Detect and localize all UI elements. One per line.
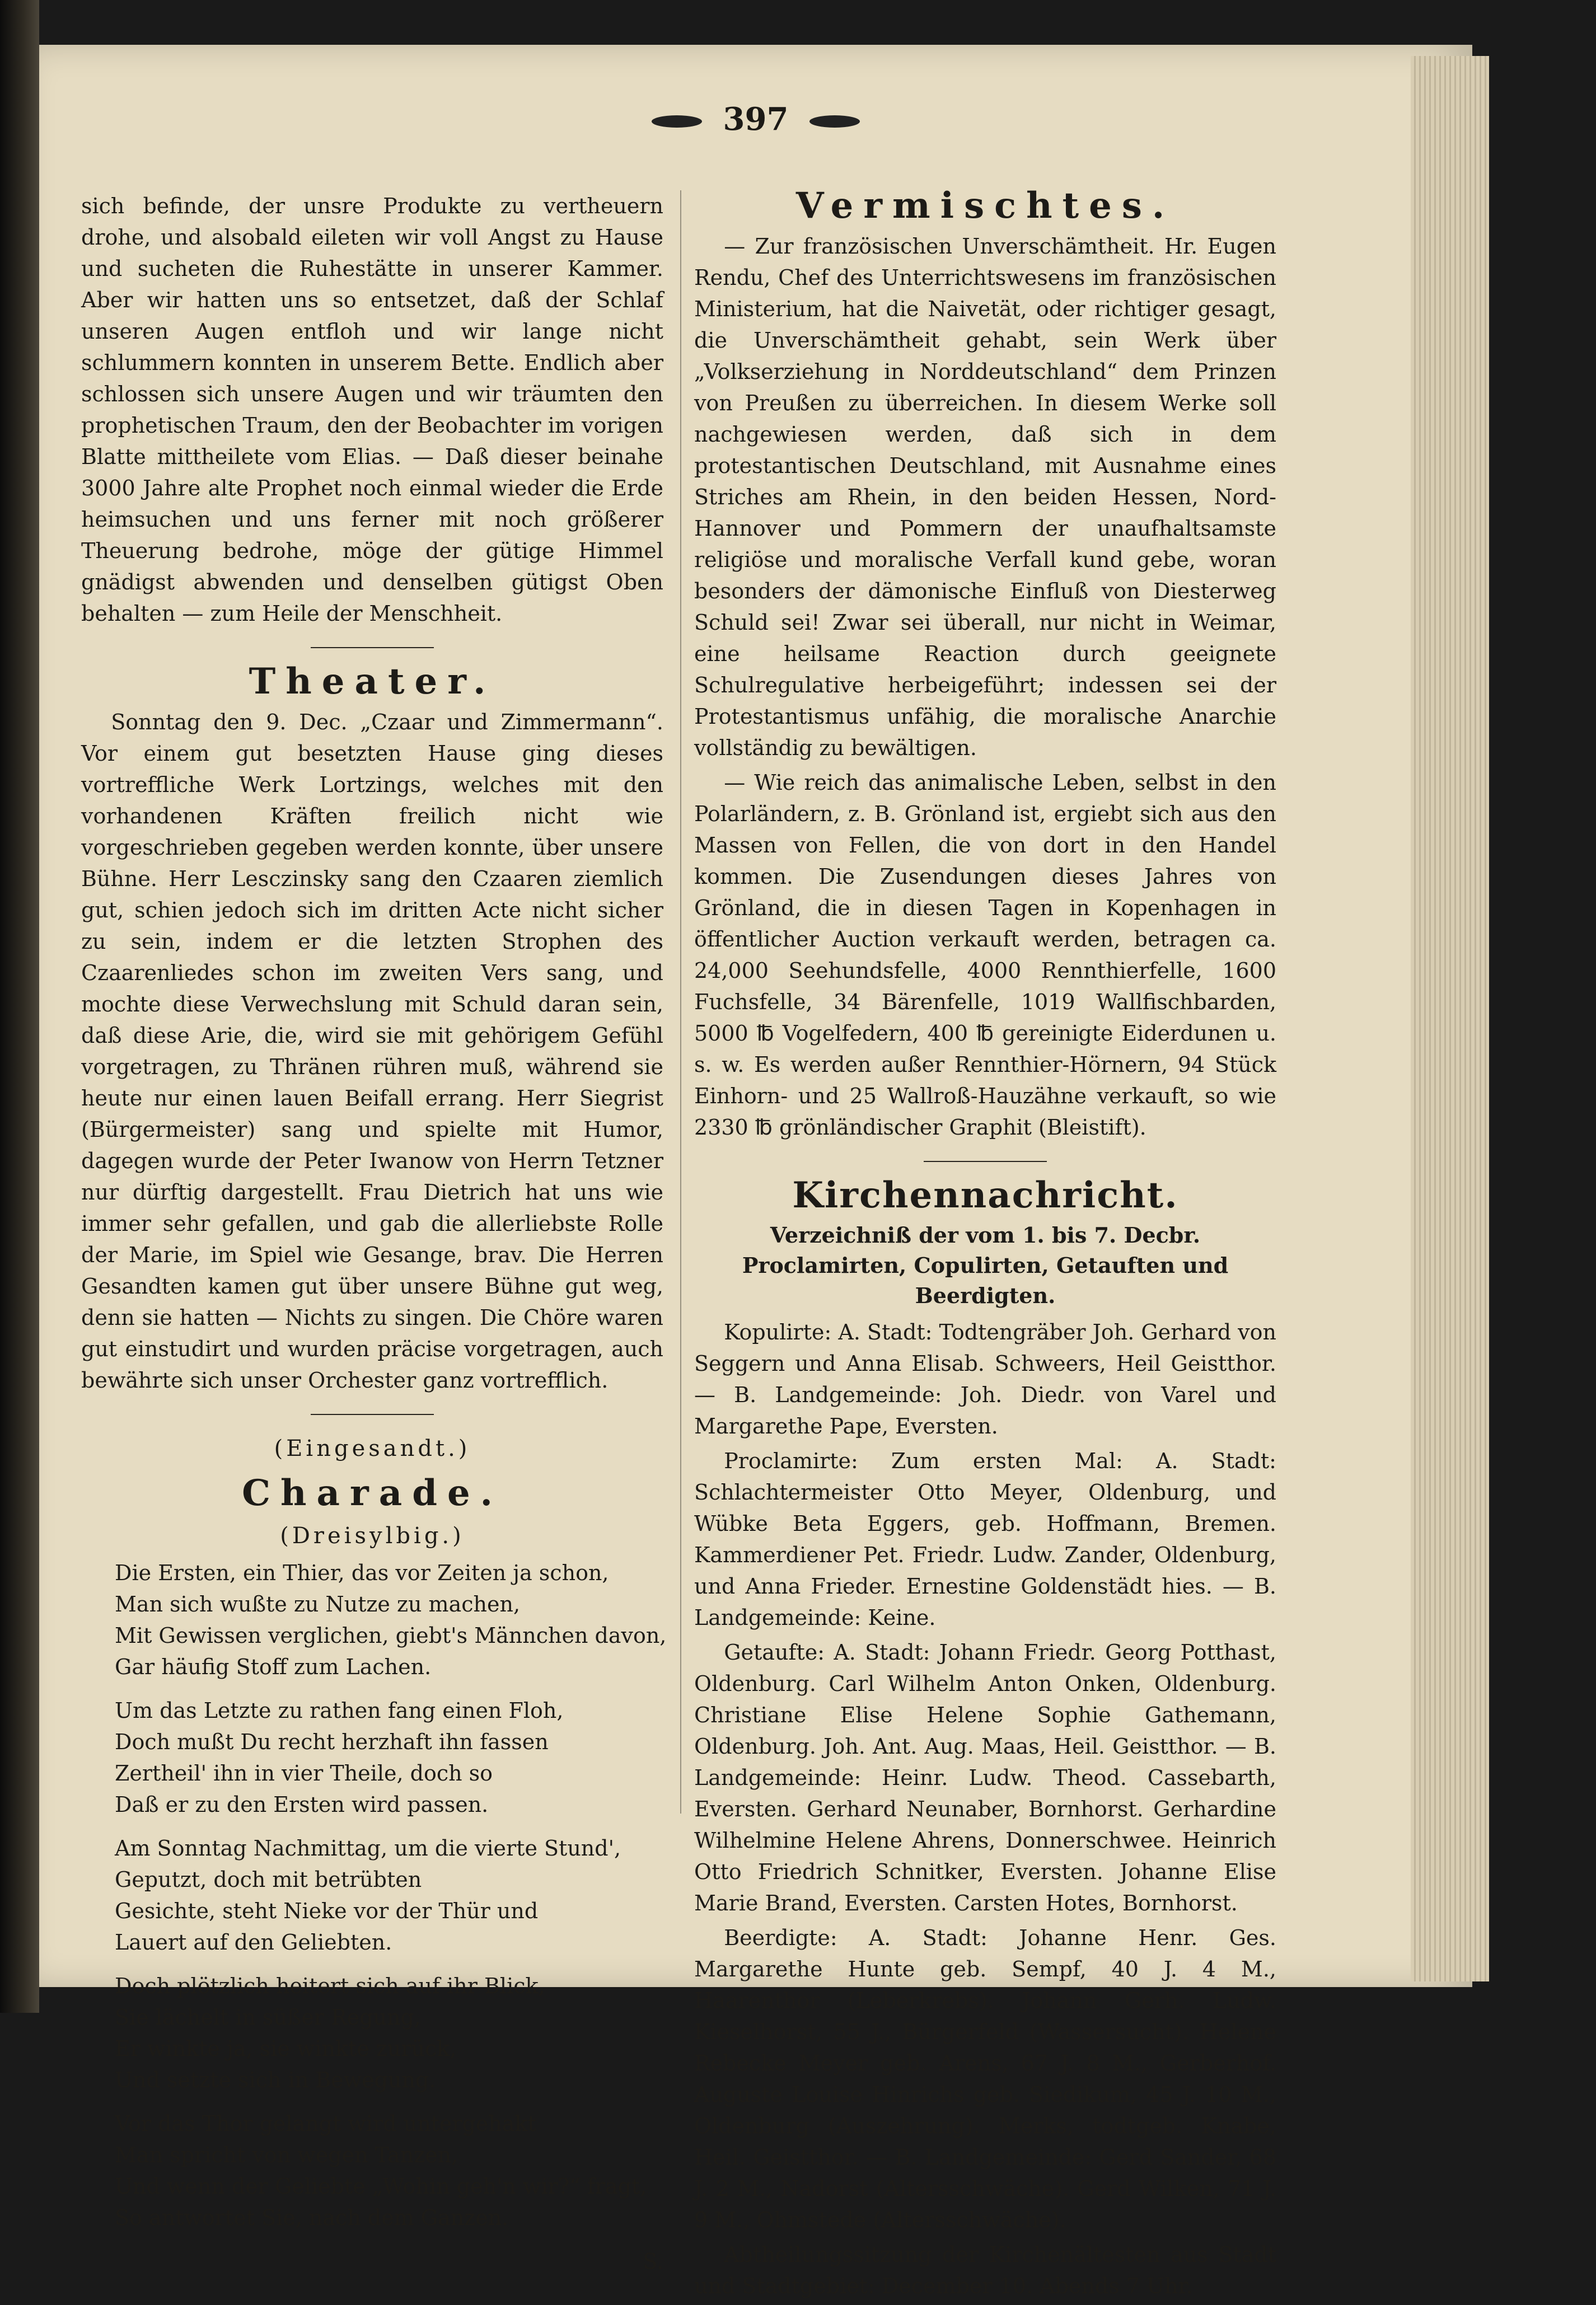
page-number: 397 [723,101,789,138]
poem-line: Doch plötzlich heitert sich auf ihr Blick, [115,1974,545,1998]
intro-paragraph: sich befinde, der unsre Produkte zu vertheuern drohe, und alsobald eileten wir voll Angst zu Hause und sucheten die Ruhestätte in unserer Kammer. Aber wir hatten uns so entsetzet, daß der Schlaf unseren Augen entfloh und wir lange nicht schlummern konnten in unserem Bette. Endlich aber schlossen sich unsere Augen und wir träumten den prophetischen Traum, den der Beobachter im vorigen Blatte mittheilete vom Elias. — Daß dieser beinahe 3000 Jahre alte Prophet noch einmal wieder die Erde heimsuchen und uns ferner mit noch größerer Theuerung bedrohe, möge der gütige Himmel gnädigst abwenden und denselben gütigst Oben behalten — zum Heile der Menschheit. [81,194,663,626]
vermischtes-paragraph-2: — Wie reich das animalische Leben, selbst in den Polarländern, z. B. Grönland ist, ergiebt sich aus den Massen von Fellen, die von dort in den Handel kommen. Die Zusendungen dieses Jahres von Grönland, die in diesen Tagen in Kopenhagen in öffentlicher Auction verkauft werden, betragen ca. 24,000 Seehundsfelle, 4000 Rennthierfelle, 1600 Fuchsfelle, 34 Bärenfelle, 1019 Wallfischbarden, 5000 ℔ Vogelfedern, 400 ℔ gereinigte Eiderdunen u. s. w. Es werden außer Rennthier-Hörnern, 94 Stück Einhorn- und 25 Wallroß-Hauzähne verkauft, so wie 2330 ℔ grönländischer Graphit (Bleistift). [694,770,1276,1140]
poem-line: Doch mußt Du recht herzhaft ihn fassen [115,1730,549,1754]
poem-line: Zertheil' ihn in vier Theile, doch so [115,1761,493,1786]
vermischtes-paragraph-1: — Zur französischen Unverschämtheit. Hr. Eugen Rendu, Chef des Unterrichtswesens im französischen Ministerium, hat die Naivetät, oder richtiger gesagt, die Unverschämtheit gehabt, sein Werk über „Volkserziehung in Norddeutschland“ dem Prinzen von Preußen zu überreichen. In diesem Werke soll nachgewiesen werden, daß sich in dem protestantischen Deutschland, mit Ausnahme eines Striches am Rhein, in den beiden Hessen, Nord-Hannover und Pommern der unaufhaltsamste religiöse und moralische Verfall kund gebe, woran besonders der dämonische Einfluß von Diesterweg Schuld sei! Zwar sei überall, nur nicht in Weimar, eine heilsame Reaction durch geeignete Schulregulative herbeigeführt; indessen sei der Protestantismus unfähig, die moralische Anarchie vollständig zu bewältigen. [694,234,1276,760]
poem-line: Mit Gewissen verglichen, giebt's Männchen davon, [115,1623,667,1648]
kirchennachricht-heading: Kirchennachricht. [792,1174,1178,1216]
section-divider [924,1161,1047,1162]
getaufte-paragraph: Getaufte: A. Stadt: Johann Friedr. Georg Potthast, Oldenburg. Carl Wilhelm Anton Onken, Oldenburg. Christiane Elise Helene Sophie Gathemann, Oldenburg. Joh. Ant. Aug. Maas, Heil. Geistthor. — B. Landgemeinde: Heinr. Ludw. Theod. Cassebarth, Eversten. Gerhard Neunaber, Bornhorst. Gerhardine Wilhelmine Helene Ahrens, Donnerschwee. Heinrich Otto Friedrich Schnitker, Eversten. Johanne Elise Marie Brand, Eversten. Carsten Hotes, Bornhorst. [694,1640,1276,1915]
poem-stanza-4 [115,1970,663,2096]
abtheilung-paragraph: Abtheilungssitzung der Kirchenältesten aus Stadt und Stadtgebiet: December 10. Abends 7 Uhr. [694,2242,1276,2298]
poem-stanza-1 [115,1557,667,1683]
poem-line: Daß er zu den Ersten wird passen. [115,1792,489,1817]
poem-line: Sie lächelt in süßer Regung, [115,2005,421,2030]
poem-stanza-3 [115,1833,663,1958]
column-rule [680,190,681,1814]
proclamirte-paragraph: Proclamirte: Zum ersten Mal: A. Stadt: Schlachtermeister Otto Meyer, Oldenburg, und Wübke Beta Eggers, geb. Hoffmann, Bremen. Kammerdiener Pet. Friedr. Ludw. Zander, Oldenburg, und Anna Frieder. Ernestine Goldenstädt hies. — B. Landgemeinde: Keine. [694,1449,1276,1630]
poem-line: Geputzt, doch mit betrübten [115,1867,422,1892]
poem-line: Man sich wußte zu Nutze zu machen, [115,1592,521,1617]
beerdigte-paragraph: Beerdigte: A. Stadt: Johanne Henr. Ges. Margarethe Hunte geb. Sempf, 40 J. 4 M., Haarenthor (Leberkrebs). Johann Gerh. Ludw. Kieselhorst, 55 J., Bürgerfeld (Wassersucht). Helene Rebecke Meyer geb. Arens, 67 J. 8 M., Gerberhof. Auguste Louise Hinrichs geb. Siedikum, 45 J. 10 M., Oldenburg (Auszehrung). Merks, todtgeb. Knabe, Heil. Geistthor. — B. Landgemeinde: Gerd Sander, 68 J. 2 M., Nadorst (Altersschwäche). Gerd Wilken, 71 J. 9 M., Ohmstede (Altersschwäche). [694,1925,1276,2232]
poem-stanza-5 [115,2108,663,2233]
section-divider [311,647,434,648]
ornament-right-icon [809,115,860,128]
newspaper-page [39,45,1472,2298]
poem-line: Und wenn der Geliebte „Wohin geh'n wir?“ fragt, [115,2174,647,2199]
eingesandt-label: (Eingesandt.) [274,1436,471,1461]
poem-line: Am Sonntag Nachmittag, um die vierte Stund', [115,1836,621,1861]
poem-line: Lauert auf den Geliebten. [115,1930,392,1955]
poem-line: Er winkte ja, sie winkte zurück, [115,2036,457,2061]
right-column [694,185,1276,2305]
charade-heading: Charade. [242,1472,503,1514]
poem-line: So antwortet Sie, nach dem Ganzen. [115,2205,509,2230]
poem-stanza-2 [115,1695,663,1820]
ornament-left-icon [652,115,702,128]
charade-subtitle: (Dreisylbig.) [280,1523,465,1549]
poem-line: Und setzte sich in Bewegung. [115,2068,436,2092]
page-edges [1411,56,1489,1981]
charade-signature: S. [643,2249,663,2274]
poem-line: Um das Letzte zu rathen fang einen Floh, [115,1698,564,1723]
poem-line: Gesichte, steht Nieke vor der Thür und [115,1899,539,1923]
kopulirte-paragraph: Kopulirte: A. Stadt: Todtengräber Joh. Gerhard von Seggern und Anna Elisab. Schweers, Heil Geistthor. — B. Landgemeinde: Joh. Diedr. von Varel und Margarethe Pape, Eversten. [694,1320,1276,1439]
poem-line: Vor das Thor gelangt wird untergehakt [115,2111,536,2136]
book-gutter [0,0,39,2013]
vermischtes-heading: Vermischtes. [795,185,1175,227]
poem-line: Gar häufig Stoff zum Lachen. [115,1655,432,1679]
left-column [81,190,667,2277]
theater-review: Sonntag den 9. Dec. „Czaar und Zimmermann“. Vor einem gut besetzten Hause ging dieses vortreffliche Werk Lortzings, welches mit den vorhandenen Kräften freilich nicht wie vorgeschrieben gegeben werden konnte, über unsere Bühne. Herr Lesczinsky sang den Czaaren ziemlich gut, schien jedoch sich im dritten Acte nicht sicher zu sein, indem er die letzten Strophen des Czaarenliedes schon im zweiten Vers sang, und mochte diese Verwechslung mit Schuld daran sein, daß diese Arie, die, wird sie mit gehörigem Gefühl vorgetragen, zu Thränen rühren muß, während sie heute nur einen lauen Beifall errang. Herr Siegrist (Bürgermeister) sang und spielte mit Humor, dagegen wurde der Peter Iwanow von Herrn Tetzner nur dürftig dargestellt. Frau Dietrich hat uns wie immer sehr gefallen, und gab die allerliebste Rolle der Marie, im Spiel wie Gesange, brav. Die Herren Gesandten kamen gut über unsere Bühne gut weg, denn sie hatten — Nichts zu singen. Die Chöre waren gut einstudirt und wurden präcise vorgetragen, auch bewährte sich unser Orchester ganz vortrefflich. [81,710,663,1393]
theater-heading: Theater. [249,660,496,702]
poem-line: Man spricht von wegen Tanzen, [115,2143,458,2167]
section-divider [311,1414,434,1415]
kirchennachricht-subheading: Verzeichniß der vom 1. bis 7. Decbr. Proclamirten, Copulirten, Getauften und Beerdigten. [742,1222,1229,1308]
page-header [39,101,1472,138]
poem-line: Die Ersten, ein Thier, das vor Zeiten ja schon, [115,1561,609,1585]
